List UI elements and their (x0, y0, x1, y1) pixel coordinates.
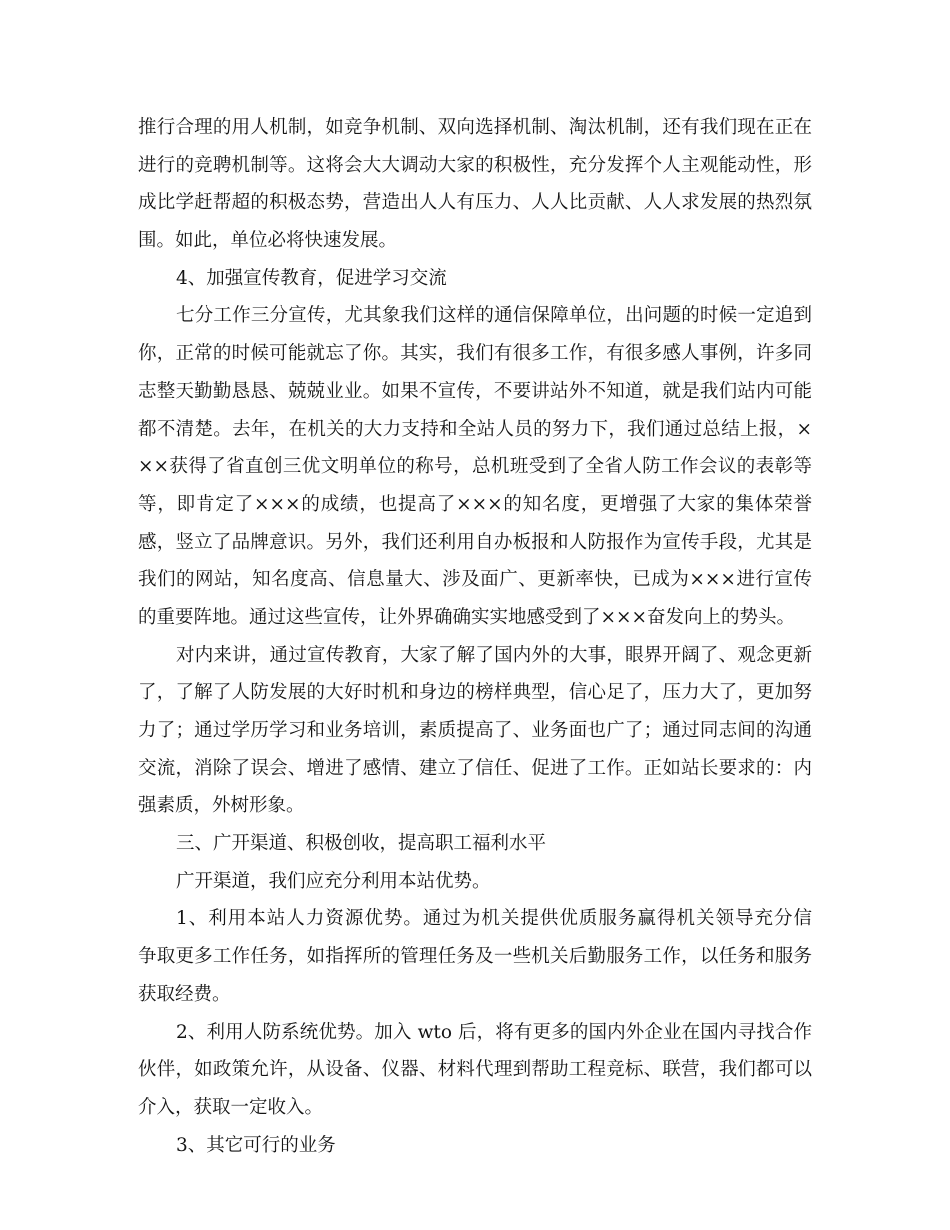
paragraph (138, 863, 812, 901)
text-line: 推行合理的用人机制，如竞争机制、双向选择机制、淘汰机制，还有我们现在正在 (138, 117, 812, 138)
text-line: 了，了解了人防发展的大好时机和身边的榜样典型，信心足了，压力大了，更加努 (138, 682, 812, 704)
text-line: 争取更多工作任务，如指挥所的管理任务及一些机关后勤服务工作，以任务和服务 (138, 946, 812, 968)
text-line: 你，正常的时候可能就忘了你。其实，我们有很多工作，有很多感人事例，许多同 (138, 343, 812, 365)
paragraph (138, 297, 812, 636)
text-line: 强素质，外树形象。 (138, 795, 305, 817)
text-line: 的重要阵地。通过这些宣传，让外界确确实实地感受到了×××奋发向上的势头。 (138, 606, 796, 628)
text-line: 志整天勤勤恳恳、兢兢业业。如果不宣传，不要讲站外不知道，就是我们站内可能 (138, 380, 812, 402)
text-line: 介入，获取一定收入。 (138, 1096, 324, 1118)
text-line: 伙伴，如政策允许，从设备、仪器、材料代理到帮助工程竞标、联营，我们都可以 (138, 1059, 812, 1081)
text-line: 七分工作三分宣传，尤其象我们这样的通信保障单位，出问题的时候一定追到 (176, 305, 812, 327)
text-line: 广开渠道，我们应充分利用本站优势。 (176, 870, 491, 892)
text-line: 围。如此，单位必将快速发展。 (138, 230, 398, 252)
text-line: 等，即肯定了×××的成绩，也提高了×××的知名度，更增强了大家的集体荣誉 (138, 493, 812, 515)
text-line: ××获得了省直创三优文明单位的称号，总机班受到了全省人防工作会议的表彰等 (138, 456, 812, 478)
paragraph (138, 1127, 812, 1165)
text-line: 2、利用人防系统优势。加入 wto 后，将有更多的国内外企业在国内寻找合作 (176, 1021, 812, 1043)
section-heading (138, 825, 812, 863)
text-line: 获取经费。 (138, 983, 231, 1005)
text-line: 成比学赶帮超的积极态势，营造出人人有压力、人人比贡献、人人求发展的热烈氛 (138, 192, 812, 214)
document-body (138, 109, 812, 1164)
text-line: 进行的竞聘机制等。这将会大大调动大家的积极性，充分发挥个人主观能动性，形 (138, 154, 812, 176)
text-line: 交流，消除了误会、增进了感情、建立了信任、促进了工作。正如站长要求的：内 (138, 757, 812, 779)
text-line: 4、加强宣传教育，促进学习交流 (176, 267, 447, 289)
text-line: 力了；通过学历学习和业务培训，素质提高了、业务面也广了；通过同志间的沟通 (138, 720, 812, 741)
text-line: 对内来讲，通过宣传教育，大家了解了国内外的大事，眼界开阔了、观念更新 (176, 644, 812, 666)
paragraph (138, 900, 812, 1013)
paragraph (138, 109, 812, 260)
text-line: 都不清楚。去年，在机关的大力支持和全站人员的努力下，我们通过总结上报，× (138, 418, 812, 440)
text-line: 3、其它可行的业务 (176, 1134, 336, 1156)
paragraph (138, 1014, 812, 1127)
text-line: 1、利用本站人力资源优势。通过为机关提供优质服务赢得机关领导充分信 (176, 908, 812, 930)
text-line: 三、广开渠道、积极创收，提高职工福利水平 (176, 833, 547, 855)
text-line: 感，竖立了品牌意识。另外，我们还利用自办板报和人防报作为宣传手段，尤其是 (138, 531, 812, 553)
section-heading (138, 260, 812, 298)
text-line: 我们的网站，知名度高、信息量大、涉及面广、更新率快，已成为×××进行宣传 (138, 569, 812, 591)
paragraph (138, 637, 812, 825)
